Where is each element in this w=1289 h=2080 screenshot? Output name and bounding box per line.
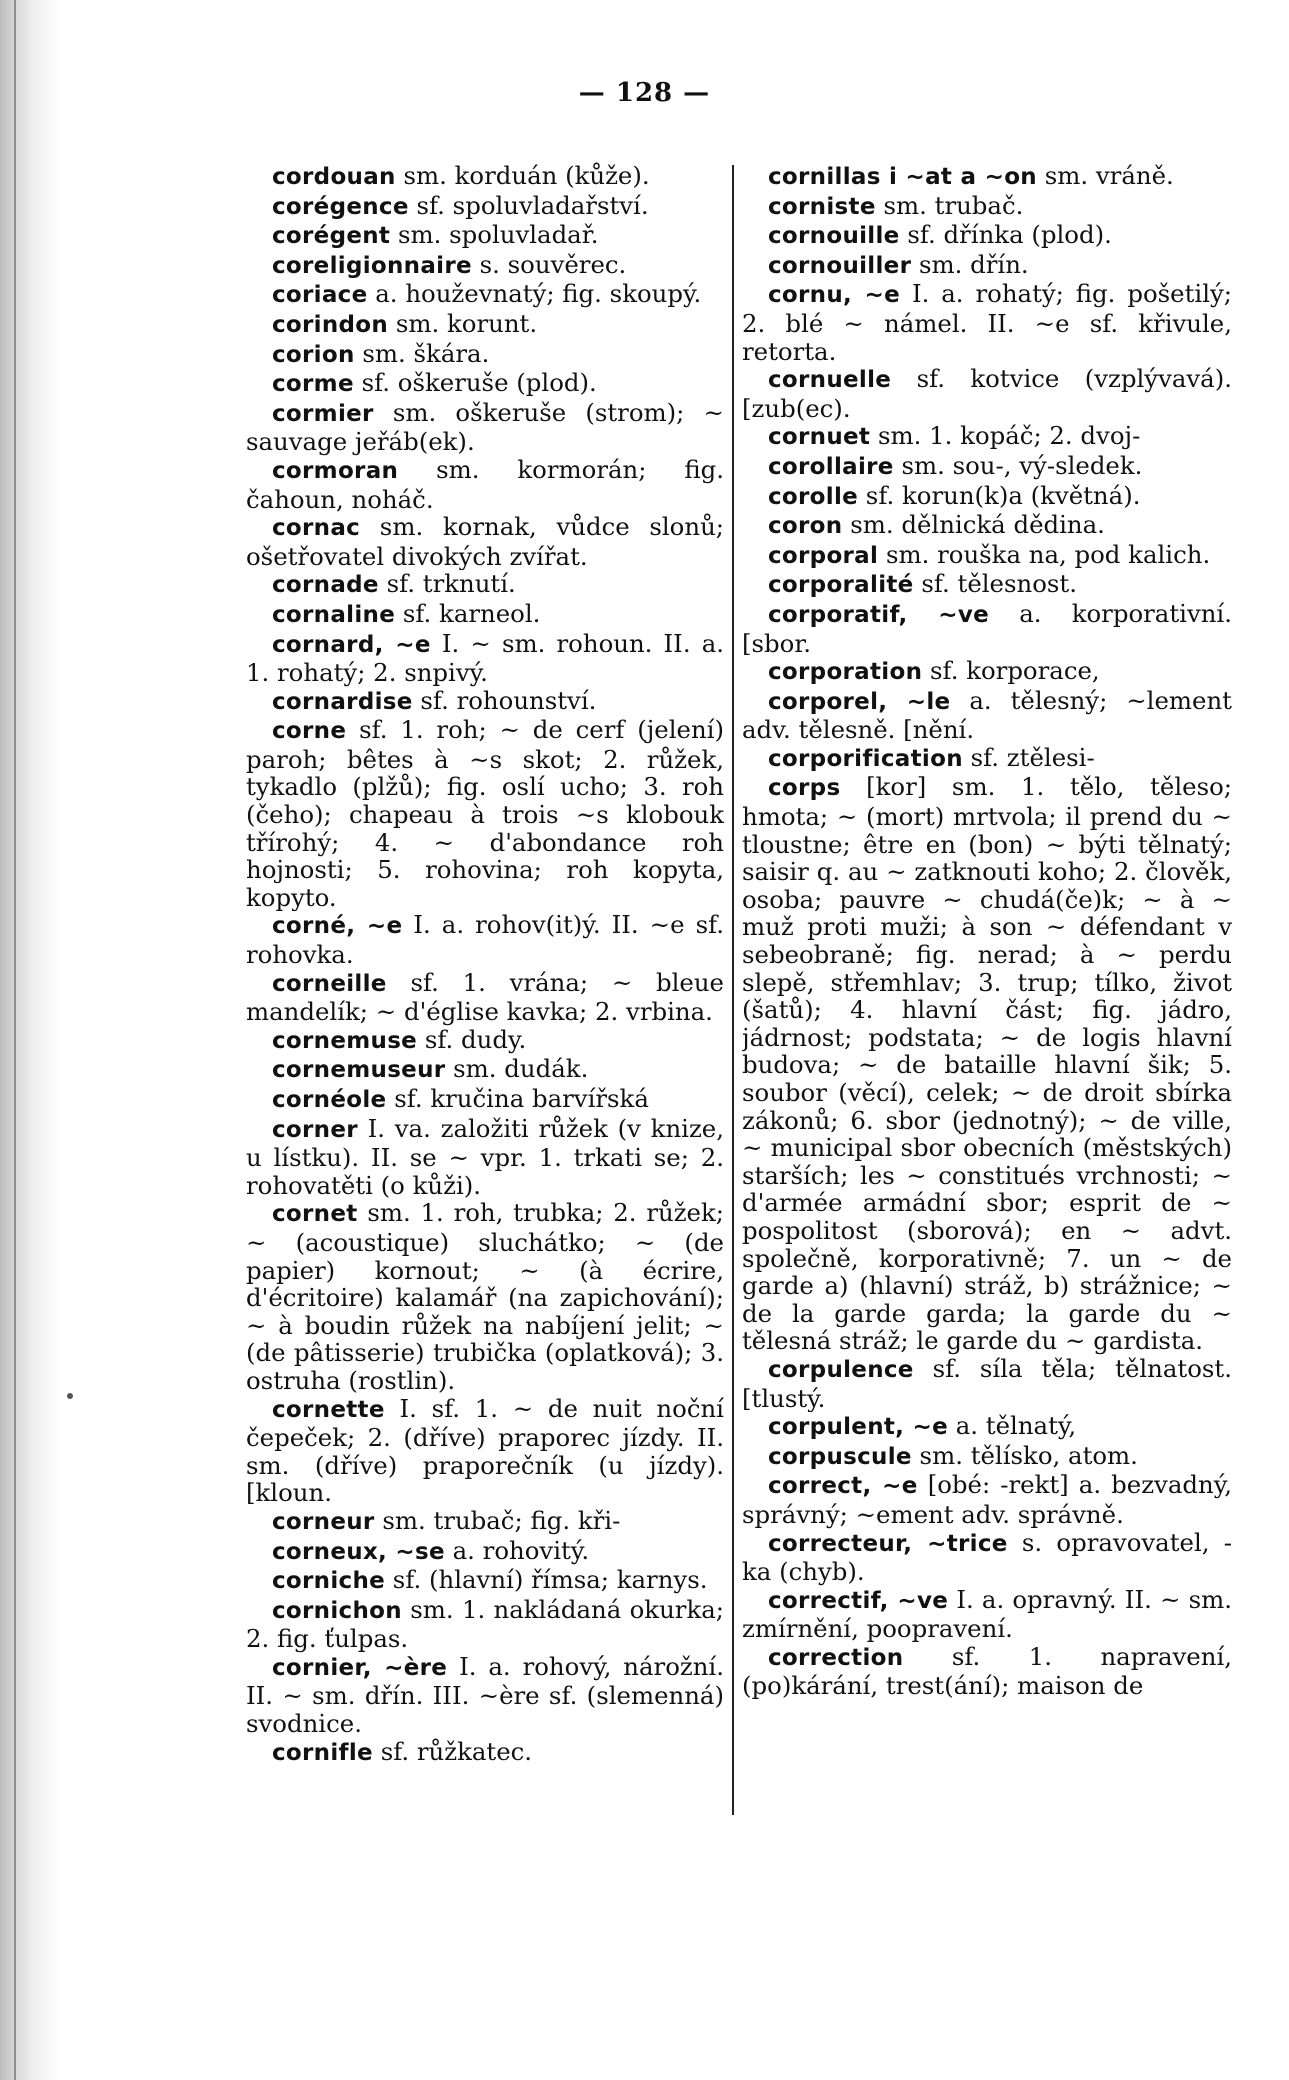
entry-headword: cornier, ~ère (272, 1654, 448, 1681)
dictionary-entry (246, 1115, 724, 1200)
entry-headword: corion (272, 341, 355, 368)
entry-definition: a. houževnatý; fig. skoupý. (367, 280, 702, 309)
entry-definition: sf. dřínka (plod). (899, 221, 1112, 250)
entry-headword: cornade (272, 572, 379, 599)
entry-headword: correcteur, ~trice (768, 1530, 1008, 1557)
dictionary-entry (246, 1738, 724, 1768)
entry-definition: sm. kornak, vůdce slonů; ošetřovatel divokých zvířat. (246, 513, 724, 571)
entry-headword: corporation (768, 659, 923, 686)
entry-headword: cornette (272, 1396, 385, 1423)
dictionary-entry (246, 1085, 724, 1115)
entry-definition: s. opravovatel, -ka (chyb). (742, 1528, 1232, 1586)
entry-headword: corolle (768, 483, 859, 510)
entry-definition: sf. 1. vrána; ~ bleue mandelík; ~ d'église kavka; 2. vrbina. (246, 968, 724, 1026)
entry-definition: sm. vráně. (1036, 162, 1174, 190)
entry-headword: corindon (272, 311, 389, 338)
entry-headword: correctif, ~ve (768, 1587, 949, 1614)
dictionary-entry (742, 365, 1232, 422)
dictionary-entry (246, 1507, 724, 1537)
dictionary-entry (246, 1596, 724, 1653)
entry-headword: coreligionnaire (272, 252, 472, 279)
dictionary-entry (246, 1055, 724, 1085)
entry-headword: cornu, ~e (768, 282, 901, 309)
entry-definition: sf. tělesnost. (913, 570, 1077, 599)
dictionary-entry (246, 399, 724, 456)
entry-definition: sf. korporace, (922, 657, 1100, 686)
dictionary-entry (246, 340, 724, 370)
dictionary-entry (742, 452, 1232, 482)
entry-headword: cornéole (272, 1087, 387, 1113)
dictionary-entry (246, 1566, 724, 1596)
dictionary-entry (742, 280, 1232, 365)
dictionary-entry (742, 600, 1232, 657)
entry-headword: cornichon (272, 1597, 402, 1624)
entry-definition: sf. kotvice (vzplývavá). [zub(ec). (742, 365, 1232, 423)
entry-headword: corporification (768, 745, 963, 772)
entry-definition: sm. trubač. (875, 191, 1024, 220)
dictionary-entry (246, 1537, 724, 1567)
scan-binding-edge (0, 0, 62, 2080)
entry-headword: cornuelle (768, 367, 892, 394)
entry-headword: corniche (272, 1568, 386, 1595)
dictionary-entry (742, 1412, 1232, 1442)
entry-headword: corpulence (768, 1356, 914, 1383)
dictionary-entry (742, 1471, 1232, 1528)
dictionary-entry (246, 969, 724, 1026)
entry-definition: sm. korunt. (388, 309, 538, 338)
dictionary-entry (742, 541, 1232, 571)
entry-headword: correct, ~e (768, 1473, 918, 1500)
entry-definition: s. souvěrec. (471, 250, 627, 279)
entry-definition: I. a. rohov(it)ý. II. ~e sf. rohovka. (246, 911, 724, 969)
entry-definition: I. a. rohatý; fig. pošetilý; 2. blé ~ námel. II. ~e sf. křivule, retorta. (742, 280, 1232, 366)
dictionary-entry (742, 221, 1232, 251)
dictionary-entry (742, 1355, 1232, 1412)
entry-headword: cormoran (272, 457, 399, 484)
dictionary-entry (742, 422, 1232, 452)
entry-headword: cornard, ~e (272, 631, 431, 658)
entry-definition: sf. ztělesi- (962, 743, 1095, 772)
entry-headword: coriace (272, 282, 368, 309)
dictionary-entry (742, 744, 1232, 774)
entry-headword: corne (272, 718, 347, 745)
scan-speck (67, 1393, 73, 1399)
entry-headword: cornuet (768, 424, 871, 451)
entry-definition: sm. kormorán; fig. čahoun, noháč. (246, 455, 724, 514)
entry-headword: cormier (272, 400, 374, 427)
dictionary-entry (246, 1653, 724, 1738)
entry-definition: sf. rohounství. (412, 686, 597, 715)
entry-definition: sm. trubač; fig. kři- (374, 1506, 621, 1535)
entry-definition: sm. oškeruše (strom); ~ sauvage jeřáb(ek). (246, 398, 724, 456)
dictionary-entry (246, 280, 724, 310)
entry-definition: sf. trknutí. (378, 570, 516, 599)
entry-definition: a. rohovitý. (444, 1536, 590, 1565)
left-column (246, 162, 724, 1767)
dictionary-entry (742, 251, 1232, 281)
entry-definition: I. a. opravný. II. ~ sm. zmírnění, poopravení. (742, 1585, 1232, 1643)
entry-headword: corporal (768, 542, 879, 569)
entry-headword: cornifle (272, 1739, 373, 1766)
dictionary-entry (742, 1643, 1232, 1700)
entry-definition: sf. kručina barvířská (386, 1085, 649, 1113)
dictionary-entry (742, 482, 1232, 512)
dictionary-entry (742, 657, 1232, 687)
dictionary-entry (246, 1395, 724, 1507)
entry-definition: sm. korduán (kůže). (395, 162, 650, 190)
entry-headword: cornemuse (272, 1027, 418, 1054)
dictionary-entry (742, 1586, 1232, 1643)
dictionary-entry (246, 911, 724, 968)
entry-headword: cornac (272, 515, 361, 542)
entry-headword: corollaire (768, 453, 894, 480)
entry-definition: sf. karneol. (395, 599, 541, 628)
entry-headword: corner (272, 1116, 358, 1143)
dictionary-entry (246, 251, 724, 281)
entry-headword: cornouiller (768, 252, 912, 279)
dictionary-entry (246, 600, 724, 630)
entry-definition: I. ~ sm. rohoun. II. a. 1. rohatý; 2. snpivý. (246, 629, 724, 687)
entry-definition: sf. (hlavní) římsa; karnys. (385, 1566, 708, 1595)
dictionary-entry (246, 369, 724, 399)
right-column (742, 162, 1232, 1700)
entry-definition: sf. 1. napravení, (po)kárání, trest(ání); maison de (742, 1642, 1232, 1701)
entry-definition: sf. korun(k)a (květná). (858, 481, 1141, 510)
entry-headword: cornaline (272, 601, 396, 628)
page-number: — 128 — (578, 78, 711, 108)
dictionary-entry (742, 1442, 1232, 1472)
entry-definition: a. tělesný; ~lement adv. tělesně. [nění. (742, 686, 1232, 744)
entry-headword: corneille (272, 970, 387, 997)
entry-headword: corme (272, 371, 354, 398)
dictionary-entry (246, 513, 724, 570)
entry-headword: cordouan (272, 164, 396, 190)
entry-definition: sm. sou-, vý-sledek. (893, 451, 1143, 480)
entry-headword: corporel, ~le (768, 688, 951, 715)
entry-headword: cornemuseur (272, 1057, 446, 1084)
entry-definition: [kor] sm. 1. tělo, těleso; hmota; ~ (mort) mrtvola; il prend du ~ tloustne; être en (bon) ~ býti tělnatý; saisir q. au ~ zatknouti koho; 2. člověk, osoba; pauvre ~ chudá(če)k; ~ à ~ muž proti muži; à son ~ défendant v sebeobraně; fig. nerad; à ~ perdu slepě, střemhlav; 3. trup; tílko, život (šatů); 4. hlavní část; fig. jádro, jádrnost; podstata; ~ de logis hlavní budova; ~ de bataille hlavní šik; 5. soubor (věcí), celek; ~ de droit sbírka zákonů; 6. sbor (jednotný); ~ de ville, ~ municipal sbor obecních (městských) starších; les ~ constitués vrchnosti; ~ d'armée armádní sbor; esprit de ~ pospolitost (sborová); en ~ advt. společně, korporativně; 7. un ~ de garde a) (hlavní) stráž, b) strážnice; ~ de la garde garda; la garde du ~ tělesná stráž; le garde du ~ gardista. (742, 773, 1232, 1355)
dictionary-entry (742, 511, 1232, 541)
entry-definition: [obé: -rekt] a. bezvadný, správný; ~ement adv. správně. (742, 1471, 1232, 1529)
entry-headword: cornet (272, 1201, 358, 1228)
dictionary-entry (742, 773, 1232, 1354)
dictionary-entry (246, 570, 724, 600)
entry-headword: corps (768, 775, 841, 802)
entry-definition: sm. dřín. (911, 250, 1029, 279)
dictionary-entry (246, 162, 724, 192)
entry-headword: corniste (768, 193, 876, 220)
dictionary-entry (246, 221, 724, 251)
entry-headword: corporatif, ~ve (768, 601, 990, 628)
entry-headword: coron (768, 513, 843, 540)
entry-headword: corpulent, ~e (768, 1414, 948, 1441)
dictionary-entry (742, 570, 1232, 600)
dictionary-entry (742, 192, 1232, 222)
entry-definition: sf. oškeruše (plod). (353, 369, 597, 398)
entry-headword: cornardise (272, 688, 413, 715)
entry-headword: cornouille (768, 223, 900, 250)
dictionary-entry (742, 1529, 1232, 1586)
dictionary-entry (246, 310, 724, 340)
dictionary-entry (246, 687, 724, 717)
entry-definition: sm. dělnická dědina. (842, 511, 1105, 540)
entry-definition: sm. spoluvladař. (390, 221, 599, 250)
entry-definition: sf. spoluvladařství. (408, 191, 649, 220)
entry-definition: a. korporativní. [sbor. (742, 599, 1232, 658)
entry-definition: sm. tělísko, atom. (911, 1441, 1138, 1470)
entry-headword: corporalité (768, 572, 914, 599)
dictionary-entry (742, 687, 1232, 744)
dictionary-entry (246, 716, 724, 911)
entry-headword: corégent (272, 223, 391, 250)
entry-headword: corneur (272, 1508, 375, 1535)
dictionary-entry (246, 630, 724, 687)
entry-definition: sm. škára. (354, 339, 490, 368)
entry-headword: corné, ~e (272, 913, 403, 940)
entry-definition: sm. 1. kopáč; 2. dvoj- (870, 422, 1141, 451)
dictionary-entry (246, 192, 724, 222)
entry-headword: correction (768, 1644, 904, 1671)
dictionary-entry (246, 1026, 724, 1056)
entry-headword: cornillas i ~at a ~on (768, 164, 1037, 190)
entry-definition: sf. růžkatec. (372, 1737, 533, 1766)
dictionary-entry (742, 162, 1232, 192)
entry-definition: I. a. rohový, nárožní. II. ~ sm. dřín. III. ~ère sf. (slemenná) svodnice. (246, 1652, 724, 1738)
entry-headword: corpuscule (768, 1443, 912, 1470)
entry-definition: sm. dudák. (445, 1055, 589, 1084)
dictionary-entry (246, 1199, 724, 1394)
entry-definition: sf. dudy. (417, 1025, 527, 1054)
entry-definition: sf. 1. roh; ~ de cerf (jelení) paroh; bêtes à ~s skot; 2. růžek, tykadlo (plžů); fig. oslí ucho; 3. roh (čeho); chapeau à trois ~s klobouk třírohý; 4. ~ d'abondance roh hojnosti; 5. rohovina; roh kopyta, kopyto. (246, 716, 724, 912)
column-divider (732, 165, 734, 1815)
entry-definition: sm. rouška na, pod kalich. (878, 540, 1211, 569)
dictionary-entry (246, 456, 724, 513)
entry-headword: corneux, ~se (272, 1538, 445, 1565)
entry-definition: I. va. založiti růžek (v knize, u lístku). II. se ~ vpr. 1. trkati se; 2. rohovatěti (o kůži). (246, 1114, 724, 1200)
entry-definition: sf. síla těla; tělnatost. [tlustý. (742, 1354, 1232, 1413)
entry-definition: sm. 1. roh, trubka; 2. růžek; ~ (acoustique) sluchátko; ~ (de papier) kornout; ~ (à écrire, d'écritoire) kalamář (na zapichování); ~ à boudin růžek na nabíjení jelit; ~ (de pâtisserie) trubička (oplatková); 3. ostruha (rostlin). (246, 1199, 724, 1395)
entry-headword: corégence (272, 193, 409, 220)
entry-definition: sm. 1. nakládaná okurka; 2. fig. ťulpas. (246, 1595, 724, 1653)
entry-definition: I. sf. 1. ~ de nuit noční čepeček; 2. (dříve) praporec jízdy. II. sm. (dříve) praporečník (u jízdy). [kloun. (246, 1394, 724, 1507)
entry-definition: a. tělnatý, (947, 1412, 1077, 1441)
